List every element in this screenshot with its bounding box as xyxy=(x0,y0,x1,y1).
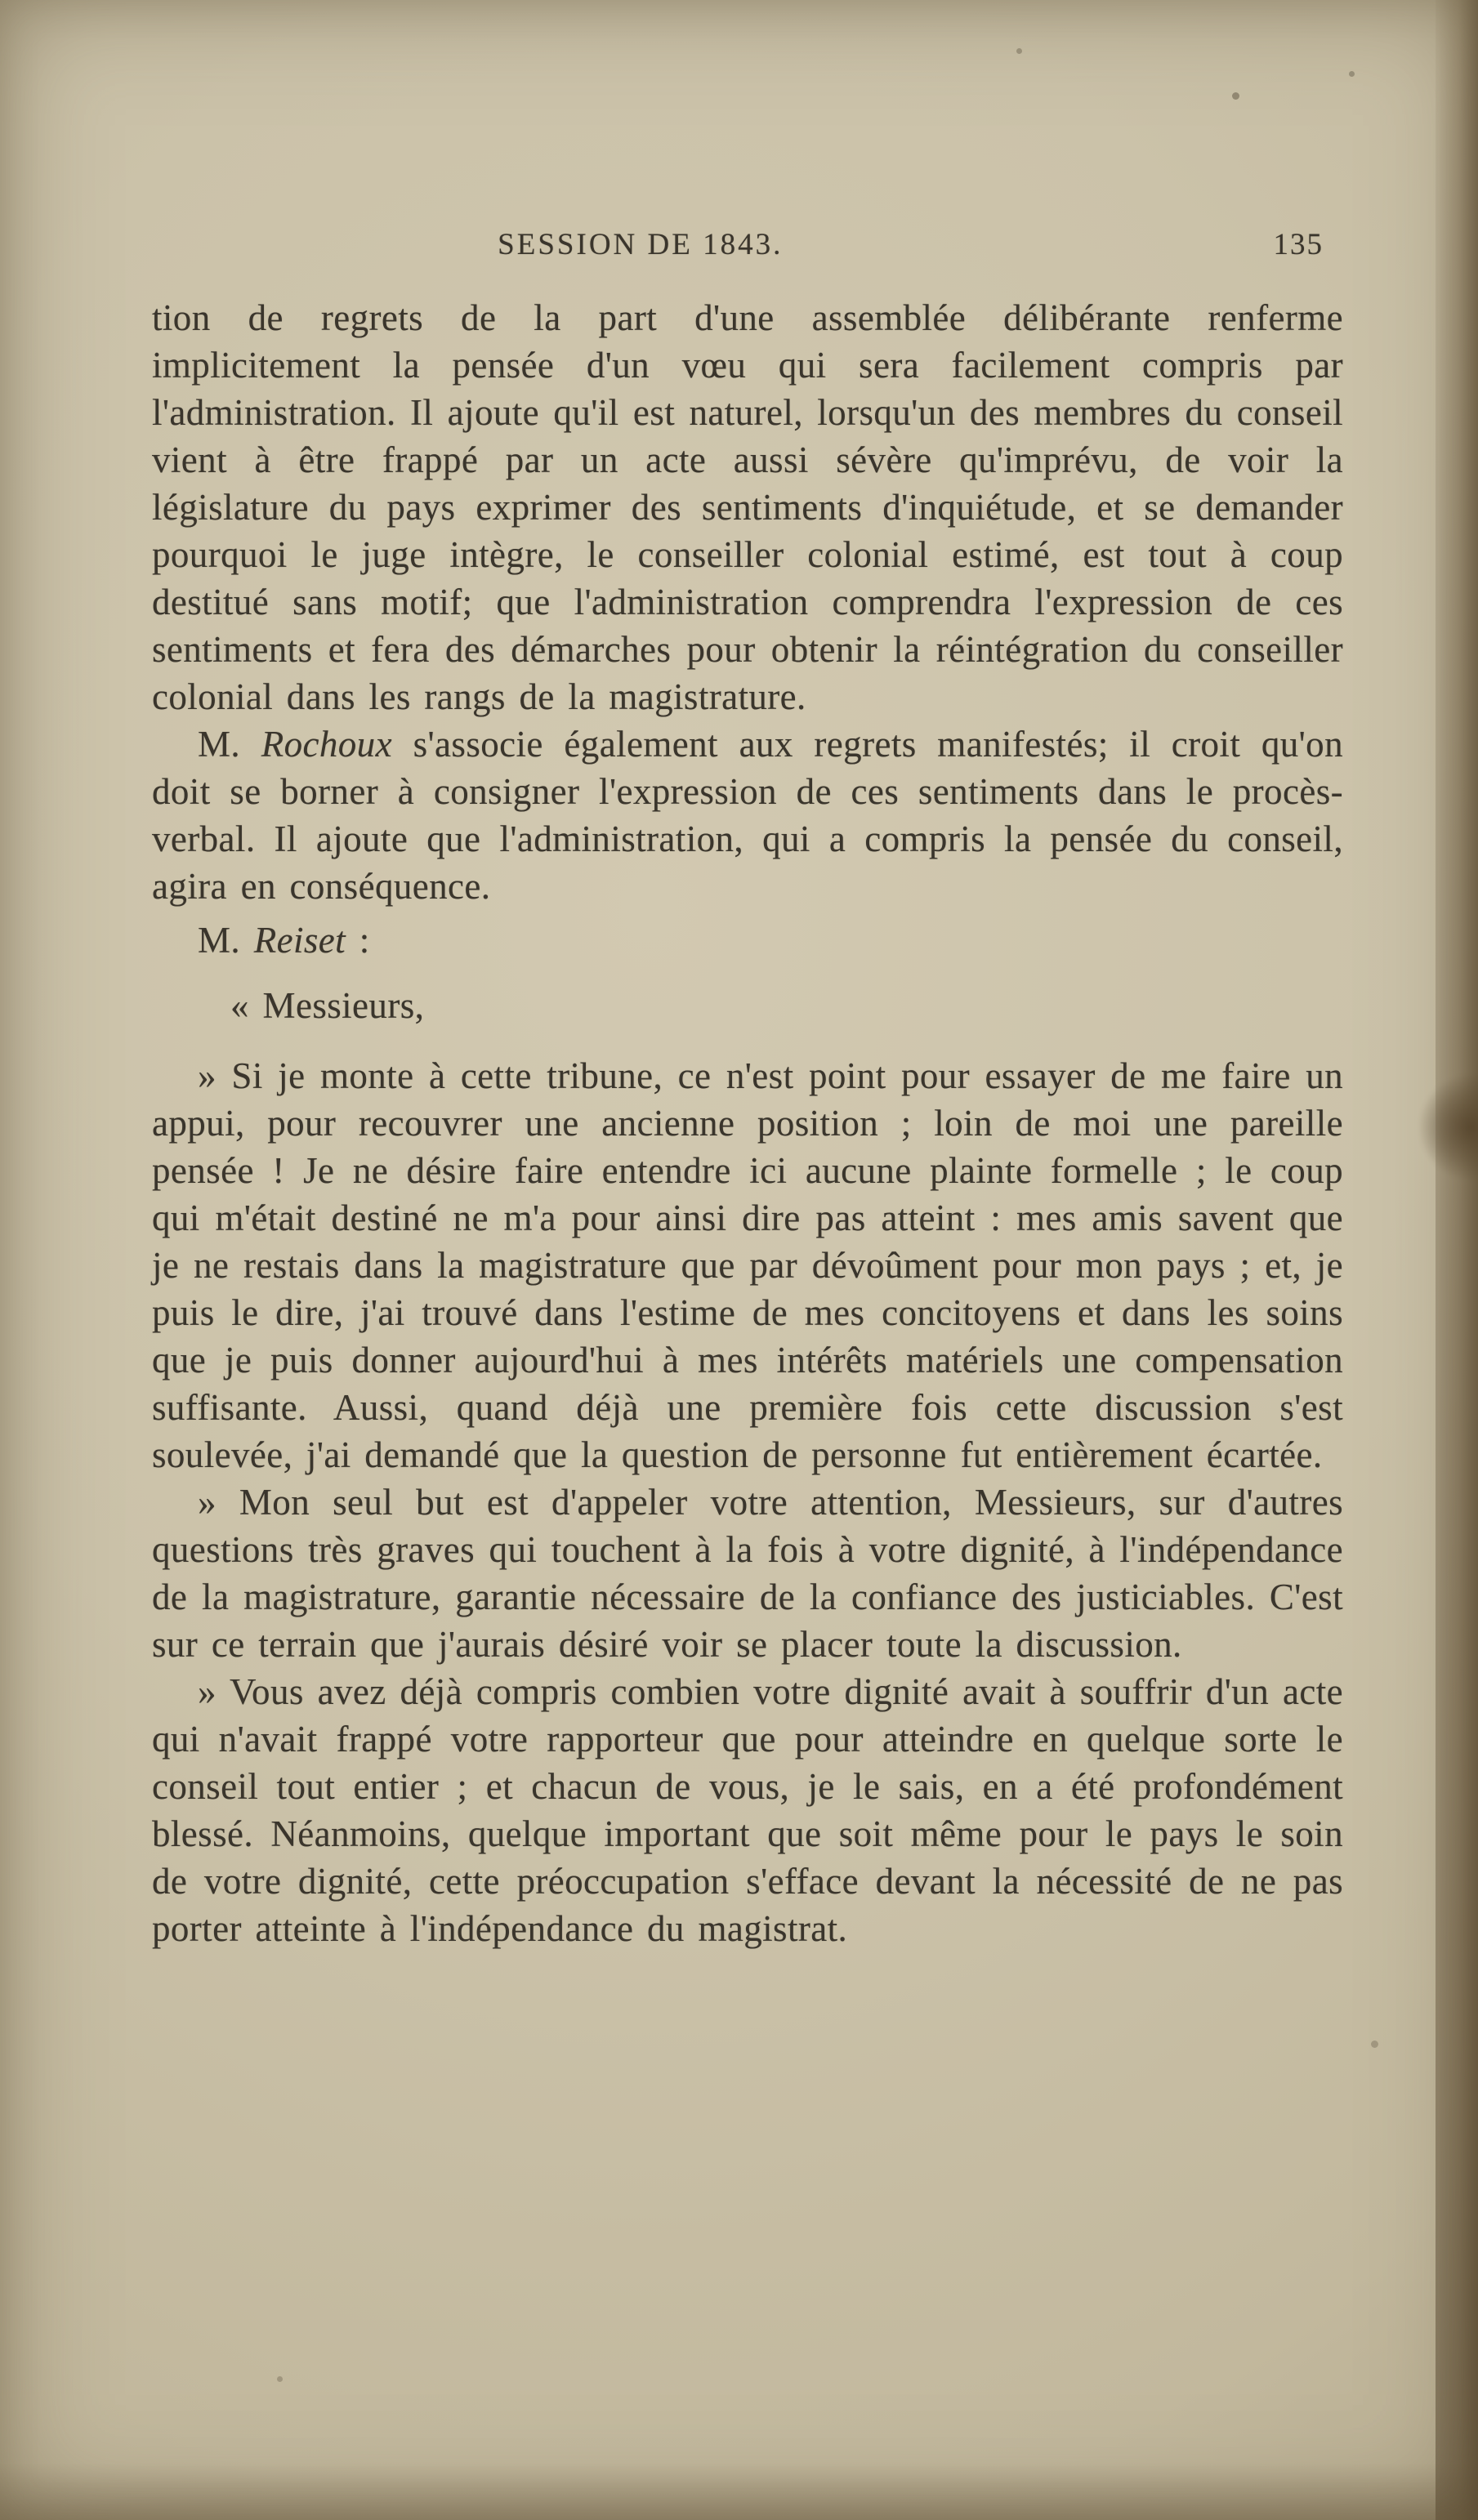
page-number: 135 xyxy=(1273,228,1324,261)
page-header xyxy=(152,227,1343,273)
speaker-prefix: M. xyxy=(198,724,261,765)
speaker-prefix: M. xyxy=(198,920,254,961)
page-bottom-edge-shadow xyxy=(0,2463,1478,2520)
paragraph-rochoux xyxy=(152,720,1343,910)
paragraph-reiset xyxy=(152,917,1343,964)
ink-smudge xyxy=(1419,1074,1478,1180)
paragraph-text: s'associe également aux regrets manifestés; il croit qu'on doit se borner à consigner l'expression de ces sentiments dans le procès-verbal. Il ajoute que l'administration, qui a compris la pensée du conseil, agira en conséquence. xyxy=(152,724,1343,907)
speech-salutation: « Messieurs, xyxy=(230,985,425,1026)
page-right-edge-shadow xyxy=(1436,0,1478,2520)
speech-paragraph-2: » Mon seul but est d'appeler votre attention, Messieurs, sur d'autres questions très graves qui touchent à la fois à votre dignité, à l'indépendance de la magistrature, garantie nécessaire de la confiance des justiciables. C'est sur ce terrain que j'aurais désiré voir se placer toute la discussion. xyxy=(152,1482,1343,1665)
speaker-name: Reiset xyxy=(253,920,346,961)
paragraph-text: : xyxy=(346,920,370,961)
speech-paragraph-3: » Vous avez déjà compris combien votre dignité avait à souffrir d'un acte qui n'avait frappé votre rapporteur que pour atteindre en quelque sorte le conseil tout entier ; et chacun de vous, je le sais, en a été profondément blessé. Néanmoins, quelque important que soit même pour le pays le soin de votre dignité, cette préoccupation s'efface devant la nécessité de ne pas porter atteinte à l'indépendance du magistrat. xyxy=(152,1671,1343,1949)
speaker-name: Rochoux xyxy=(261,724,392,765)
speech-paragraph-1: » Si je monte à cette tribune, ce n'est point pour essayer de me faire un appui, pour recouvrer une ancienne position ; loin de moi une pareille pensée ! Je ne désire faire entendre ici aucune plainte formelle ; le coup qui m'était destiné ne m'a pour ainsi dire pas atteint : mes amis savent que je ne restais dans la magistrature que par dévoûment pour mon pays ; et, je puis le dire, j'ai trouvé dans l'estime de mes concitoyens et dans les soins que je puis donner aujourd'hui à mes intérêts matériels une compensation suffisante. Aussi, quand déjà une première fois cette discussion s'est soulevée, j'ai demandé que la question de personne fut entièrement écartée. xyxy=(152,1055,1343,1475)
paragraph-continuation: tion de regrets de la part d'une assemblée délibérante renferme implicitement la pensée d'un vœu qui sera facilement compris par l'administration. Il ajoute qu'il est naturel, lorsqu'un des membres du conseil vient à être frappé par un acte aussi sévère qu'imprévu, de voir la législature du pays exprimer des sentiments d'inquiétude, et se demander pourquoi le juge intègre, le conseiller colonial estimé, est tout à coup destitué sans motif; que l'administration comprendra l'expression de ces sentiments et fera des démarches pour obtenir la réintégration du conseiller colonial dans les rangs de la magistrature. xyxy=(152,297,1343,717)
running-title: SESSION DE 1843. xyxy=(498,228,784,261)
text-column xyxy=(152,227,1343,1952)
page-body xyxy=(152,294,1343,1952)
